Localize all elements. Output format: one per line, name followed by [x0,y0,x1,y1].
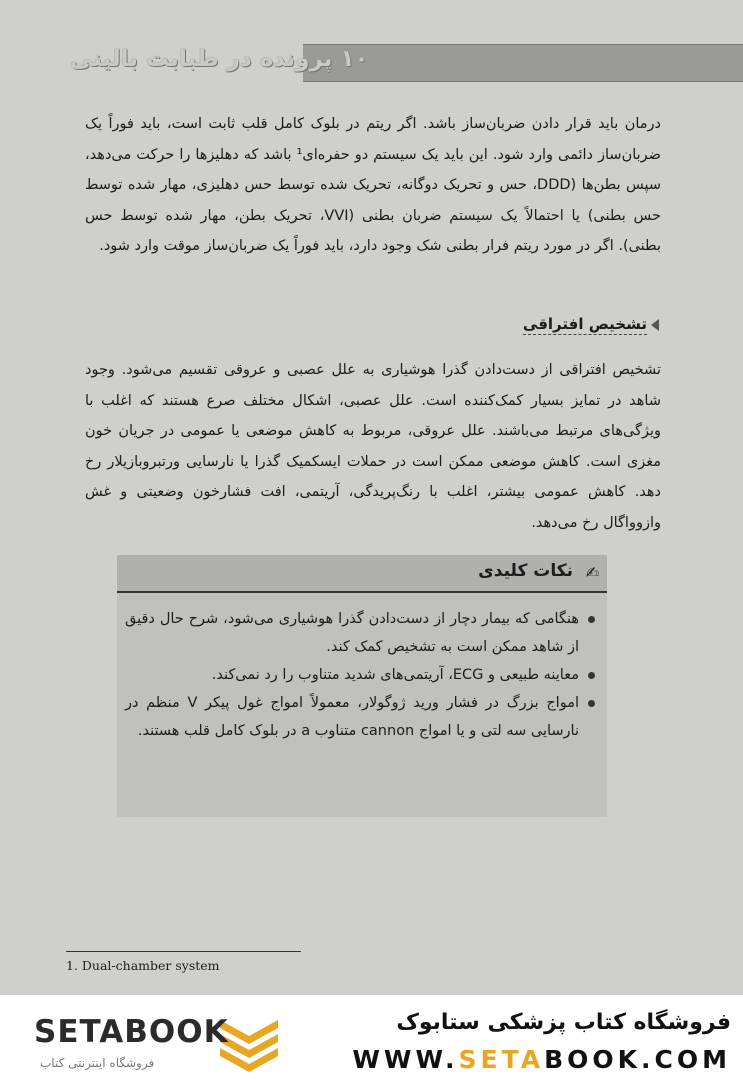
key-points-list [125,605,595,745]
key-point-item: امواج بزرگ در فشار ورید ژوگولار، معمولاً امواج غول پیکر V منظم در نارسایی سه لتی و یا امواج cannon متناوب a در بلوک کامل قلب هستند. [125,689,595,745]
key-point-item: هنگامی که بیمار دچار از دست‌دادن گذرا هوشیاری می‌شود، شرح حال دقیق از شاهد ممکن است به تشخیص کمک کند. [125,605,595,661]
logo-subtitle: فروشگاه اینترنتی کتاب [40,1056,155,1070]
footnote: 1. Dual-chamber system [66,958,220,973]
logo-text: SETABOOK [34,1014,229,1050]
key-points-header [117,555,607,593]
url-highlight: SETA [458,1045,545,1074]
section-arrow-icon [651,319,659,331]
store-name: فروشگاه کتاب پزشکی ستابوک [396,1010,731,1035]
url-prefix: WWW. [352,1045,459,1074]
store-url[interactable] [352,1045,731,1074]
key-point-item: معاینه طبیعی و ECG، آریتمی‌های شدید متناوب را رد نمی‌کند. [125,661,595,689]
page-header [0,44,743,84]
intro-paragraph: درمان باید قرار دادن ضربان‌ساز باشد. اگر ریتم در بلوک کامل قلب ثابت است، باید فوراً یک ضربان‌ساز دائمی وارد شود. این باید یک سیستم دو حفره‌ای¹ باشد که دهلیزها را حرکت می‌دهد، سپس بطن‌ها (DDD، حس و تحریک دوگانه، تحریک شده توسط حس دهلیزی، مهار شده توسط حس بطنی) یا احتمالاً یک سیستم ضربان بطنی (VVI، تحریک بطن، مهار شده توسط حس بطنی). اگر در مورد ریتم فرار بطنی شک وجود دارد، باید فوراً یک ضربان‌ساز موقت وارد شود. [85,116,661,254]
header-band-gray [303,44,743,82]
header-title: ۱۰ پرونده در طبابت بالینی [70,46,369,72]
key-points-box [117,555,607,817]
differential-paragraph: تشخیص افتراقی از دست‌دادن گذرا هوشیاری به علل عصبی و عروقی تقسیم می‌شود. وجود شاهد در تمایز بسیار کمک‌کننده است. علل عصبی، اشکال مختلف صرع هستند که اغلب با ویژگی‌های مرتبط می‌باشند. علل عروقی، مربوط به کاهش موضعی یا عمومی در جریان خون مغزی است. کاهش موضعی ممکن است در حملات ایسکمیک گذرا یا نارسایی ورتبروبازیلار رخ دهد. کاهش عمومی بیشتر، اغلب با رنگ‌پریدگی، آریتمی، افت فشارخون وضعیتی و غش وازوواگال رخ می‌دهد. [85,362,661,531]
pencil-icon: ✍ [585,563,599,582]
url-suffix: BOOK.COM [544,1045,731,1074]
key-points-title: نکات کلیدی [478,561,573,581]
footnote-divider [66,951,301,952]
section-heading: تشخیص افتراقی [522,315,647,333]
